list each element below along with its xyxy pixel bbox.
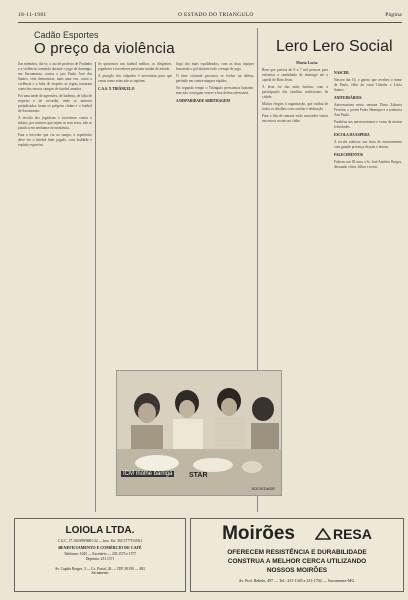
ad-moiroes-name: Moirões: [222, 523, 295, 544]
paragraph: Muitos elogios à organização, que cuidou de todos os detalhes com carinho e dedicação.: [262, 102, 328, 111]
left-article-column-1: [18, 62, 92, 512]
paragraph: Em memória, diz-se, o ato de protesto de Paulinho e a violência cometida durante o jogo de domingo, em Sacramento, contra o juiz Paulo José dos Santos, vem demonstrar, mais uma vez, como a violência e a falta de respeito as regras tomaram conta dos nossos campos de futebol amador.: [18, 62, 92, 91]
paragraph: Foi uma tarde de agressões, de baderna, de falta de respeito e de covardia, onde os maiores prejudicados foram os próprios clubes e o futebol de Sacramento.: [18, 94, 92, 113]
paragraph: Faleceu aos 82 anos o Sr. José Antônio Borges, deixando viúva, filhos e netos.: [334, 160, 402, 169]
paragraph: Se quisermos um futebol melhor, os dirigentes, jogadores e torcedores precisam mudar de atitude.: [98, 62, 172, 71]
subheading: FALECIMENTOS: [334, 153, 363, 157]
ad-loiola-line1: C.G.C. 17.102.899/0001-22 — Insc. Est. 565.377719.0011: [57, 539, 143, 543]
ad-moiroes-line2: CONSTRUA A MELHOR CERCA UTILIZANDO: [227, 558, 367, 565]
ad-loiola-city: Sacramento: [91, 571, 109, 575]
subheading: ESCOLA DA ESPERA: [334, 133, 370, 137]
ad-moiroes: [190, 518, 404, 592]
header-date: 18-11-1981: [18, 12, 47, 18]
right-article-column-1: [262, 68, 328, 368]
left-article-column-2: [98, 62, 172, 362]
ad-moiroes-address: Av. Prof. Rebelo, 497 — Tel.: 231-1345 e 231-1702 — Sacramento-MG.: [238, 578, 356, 583]
ad-loiola-line4: Depósito: 231.1571: [85, 557, 115, 561]
paragraph: A festa foi das mais bonitas, com a participação das famílias tradicionais da cidade.: [262, 85, 328, 99]
paragraph: Parabéns aos aniversariantes e votos de muitas felicidades.: [334, 120, 402, 129]
paragraph: A revolta dos jogadores e torcedores contra o árbitro, por maiores que sejam os seus erros, não se justifica em nenhuma circunstância.: [18, 116, 92, 130]
header-newspaper-title: O ESTADO DO TRIANGULO: [178, 12, 254, 18]
header-section: Página: [385, 12, 402, 18]
paragraph: Nasceu dia 10, o garoto que recebeu o nome de Paulo, filho do casal Cláudio e Lúcia Santos.: [334, 78, 402, 92]
news-photo: [116, 370, 282, 496]
paragraph: O time visitante procurou se fechar na defesa, partindo em contra-ataques rápidos.: [176, 74, 254, 83]
ad-loiola-name: LOIOLA LTDA.: [65, 525, 135, 536]
ad-loiola-line2: BENEFICIAMENTO E COMÉRCIO DE CAFÉ: [58, 545, 142, 550]
ad-moiroes-line3: NOSSOS MOIRÕES: [266, 567, 328, 574]
right-article-column-2: [334, 68, 402, 513]
ad-loiola: [14, 518, 186, 592]
paragraph: Bem que precisa de 6 a 7 mil pessoas para enfrentar a caminhada de domingo até a capela do Bom Jesus.: [262, 68, 328, 82]
ad-moiroes-brand: RESA: [332, 526, 372, 542]
photo-brand-sociedade: SOCIEDADE: [251, 486, 275, 491]
paragraph: Aniversariam nesta semana Dona Zulmira Ferreira, o jovem Pedro Henrique e a senhorita Ana Paula.: [334, 103, 402, 117]
paragraph: Jogo dos mais equilibrados, com as duas equipes buscando o gol durante todo o tempo de jogo.: [176, 62, 254, 71]
paragraph: Para o torcedor que vai ao campo, o espetáculo deve ser o futebol bem jogado, com lealdade e espírito esportivo.: [18, 133, 92, 147]
column-divider: [95, 62, 96, 512]
page-header: [18, 8, 402, 23]
paragraph: No segundo tempo o Triângulo pressionou bastante, mas não conseguiu vencer a boa defesa adversária.: [176, 86, 254, 95]
photo-brand-star: STAR: [189, 472, 208, 479]
ad-loiola-address: Av. Cupido Borges, 3 — Cx. Postal, 26 — CEP 38.190 — MG: [54, 567, 146, 571]
right-article-headline: Lero Lero Social: [276, 38, 393, 55]
left-article-kicker: Cadão Esportes: [34, 30, 99, 40]
left-article-headline: O preço da violência: [34, 40, 175, 57]
photo-caption: ICM molhe barriga: [123, 471, 173, 477]
paragraph: A escola realizou sua festa de encerramento com grande presença de pais e alunos.: [334, 140, 402, 149]
right-article-byline: Maria Lucia: [296, 60, 318, 65]
ad-loiola-line3: Telefones: 1045 — Escritório — 235.1575 e 1577: [63, 552, 136, 556]
subheading: C.A.S. X TRIÂNGULO: [98, 87, 135, 91]
paragraph: A punição dos culpados é necessária para que cenas como estas não se repitam.: [98, 74, 172, 83]
resa-logo-icon: [315, 528, 331, 540]
paragraph: Para o fim de semana estão marcados vários encontros sociais no clube.: [262, 114, 328, 123]
subheading: ANIVERSÁRIOS: [334, 96, 362, 100]
subheading: A DISPARIDADE ARBITRAGEM: [176, 99, 230, 103]
subheading: NASCER: [334, 71, 349, 75]
ad-moiroes-line1: OFERECEM RESISTÊNCIA E DURABILIDADE: [227, 549, 367, 556]
left-article-column-3: [176, 62, 254, 362]
